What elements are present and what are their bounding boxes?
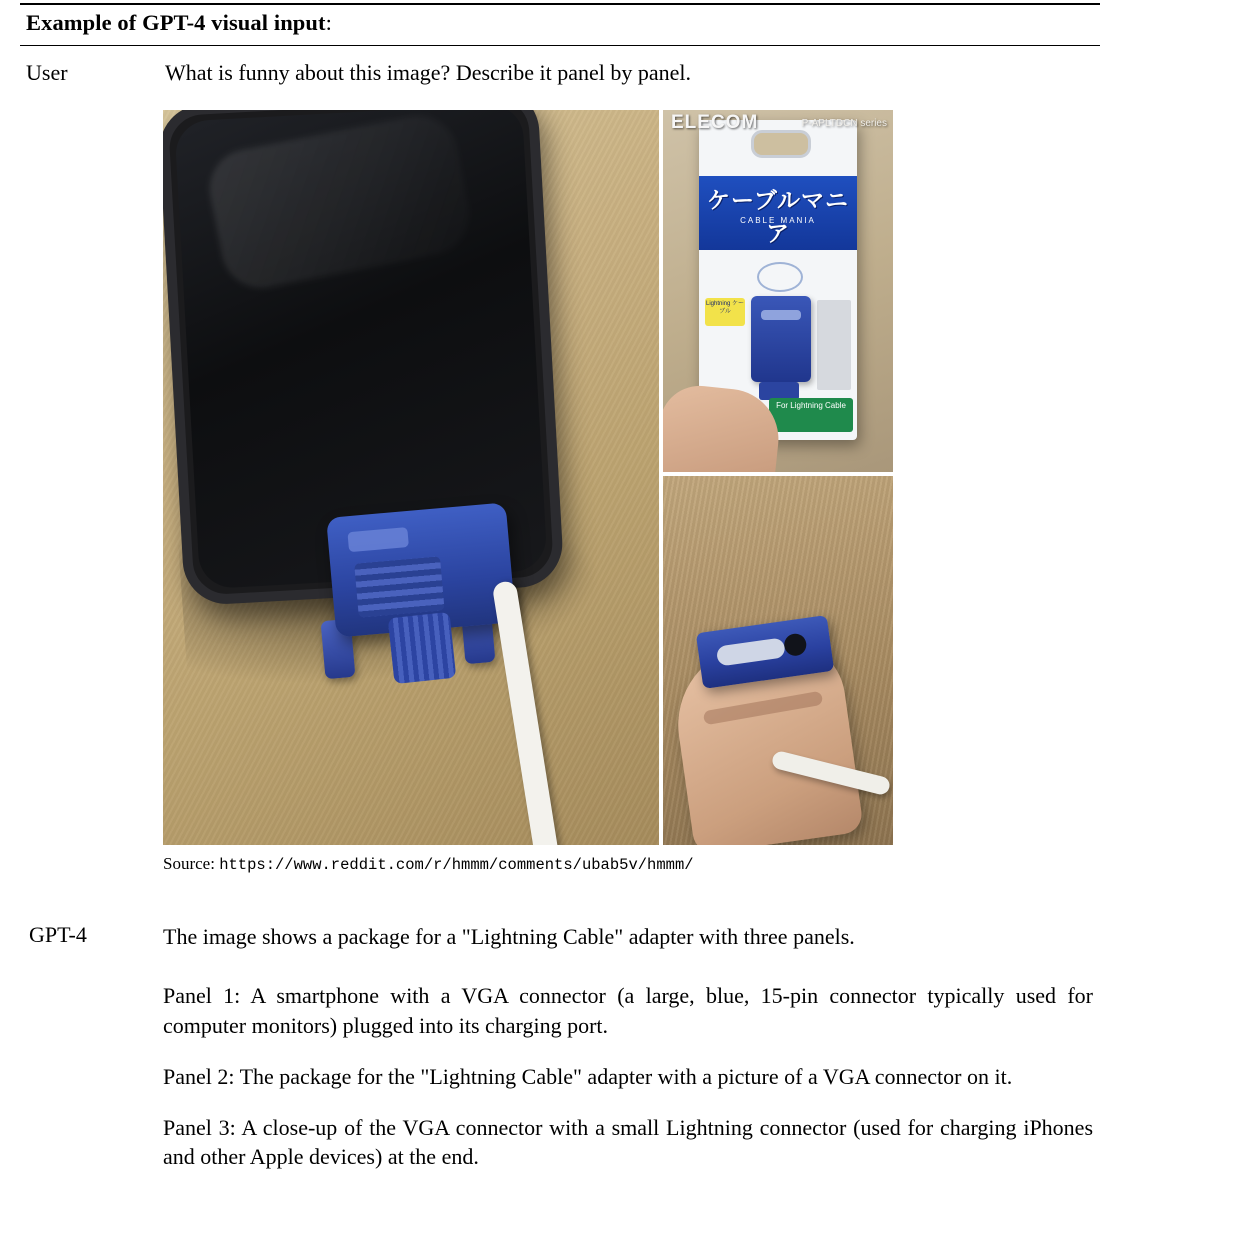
package-gray-graphic <box>817 300 851 390</box>
package-yellow-badge: Lightning ケーブル <box>705 298 745 326</box>
source-url[interactable]: https://www.reddit.com/r/hmmm/comments/ubab5v/hmmm/ <box>219 856 694 874</box>
screen-glare <box>202 110 475 295</box>
user-question-text: What is funny about this image? Describe it panel by panel. <box>165 60 692 85</box>
figure-image <box>163 110 893 845</box>
figure-panel-3-closeup <box>663 476 893 845</box>
vga-strain-relief <box>388 612 457 684</box>
gpt-answer-lead: The image shows a package for a "Lightning Cable" adapter with three panels. <box>163 924 855 949</box>
package-green-badge: For Lightning Cable <box>769 398 853 432</box>
gpt-answer <box>163 922 1093 1172</box>
figure-right-column <box>663 110 893 845</box>
caption-title-colon: : <box>325 10 332 35</box>
package-oval-graphic <box>757 262 803 292</box>
page-title <box>26 10 332 36</box>
under-title-rule <box>20 45 1100 46</box>
gpt-role-label: GPT-4 <box>29 922 87 947</box>
top-rule <box>20 3 1100 5</box>
package-product-name-kana: ケーブルマニア <box>707 188 849 247</box>
caption-title-text: Example of GPT-4 visual input <box>26 10 326 35</box>
source-caption <box>163 854 694 874</box>
package-series-label: P-APLTDCN series <box>801 118 887 129</box>
user-role-label: User <box>26 60 68 85</box>
connector-port <box>783 632 808 657</box>
package-brand-label: ELECOM <box>671 112 759 133</box>
connector-face-plate <box>716 637 786 666</box>
figure-panel-1-phone-vga <box>163 110 659 845</box>
package-product-name-sub: CABLE MANIA <box>740 216 816 225</box>
package-adapter-illustration <box>751 296 811 382</box>
source-label: Source: <box>163 854 215 873</box>
figure-panel-2-package <box>663 110 893 472</box>
gpt-answer-panel-2: Panel 2: The package for the "Lightning Cable" adapter with a picture of a VGA connector on it. <box>163 1063 1013 1089</box>
gpt-answer-panel-3: Panel 3: A close-up of the VGA connector with a small Lightning connector (used for charging iPhones and other Apple devices) at the end. <box>163 1115 1093 1170</box>
gpt-answer-panel-1: Panel 1: A smartphone with a VGA connector (a large, blue, 15-pin connector typically used for computer monitors) plugged into its charging port. <box>163 983 1093 1038</box>
package-hang-hole <box>751 130 811 158</box>
vga-connector-ridges <box>354 556 444 617</box>
